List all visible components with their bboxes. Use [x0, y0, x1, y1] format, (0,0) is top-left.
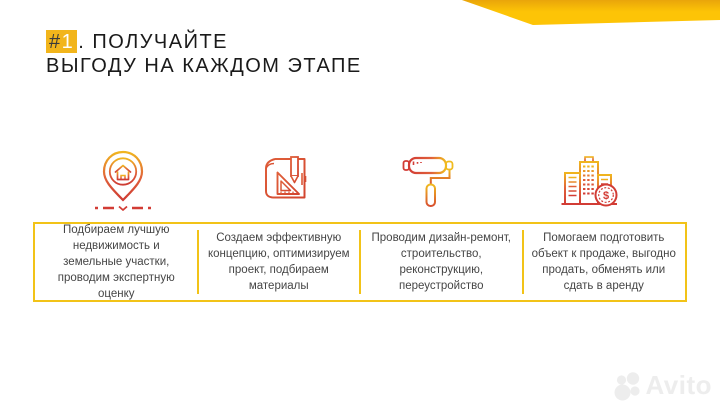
corner-accent-shape — [455, 0, 720, 26]
title-line2: ВЫГОДУ НА КАЖДОМ ЭТАПЕ — [46, 55, 362, 77]
building-coin-icon — [556, 150, 622, 212]
title-hash: # — [49, 31, 62, 53]
location-pin-house-icon — [93, 146, 153, 214]
step-4 — [523, 224, 686, 300]
step-1-text: Подбираем лучшую недвижимость и земельные участки, проводим экспертную оценку — [57, 223, 175, 301]
avito-watermark-text: Avito — [645, 370, 712, 400]
steps-band — [33, 222, 687, 302]
avito-watermark — [613, 370, 712, 401]
step-2-text: Создаем эффективную концепцию, оптимизируем проект, подбираем материалы — [207, 231, 350, 293]
step-2 — [198, 224, 361, 300]
step-3 — [360, 224, 523, 300]
step-3-text: Проводим дизайн-ремонт, строительство, реконструкцию, переустройство — [371, 231, 511, 293]
blueprint-ruler-pencil-icon — [258, 151, 318, 211]
avito-logo-icon — [613, 371, 643, 401]
step-4-text: Помогаем подготовить объект к продаже, выгодно продать, обменять или сдать в аренду — [531, 231, 676, 293]
dollar-sign: $ — [602, 190, 610, 202]
title-highlight — [46, 30, 77, 53]
paint-roller-icon — [400, 151, 460, 211]
step-1 — [35, 224, 198, 300]
title-number: 1 — [61, 31, 75, 53]
title-line1: . ПОЛУЧАЙТЕ — [78, 31, 229, 53]
page-title — [46, 30, 362, 78]
